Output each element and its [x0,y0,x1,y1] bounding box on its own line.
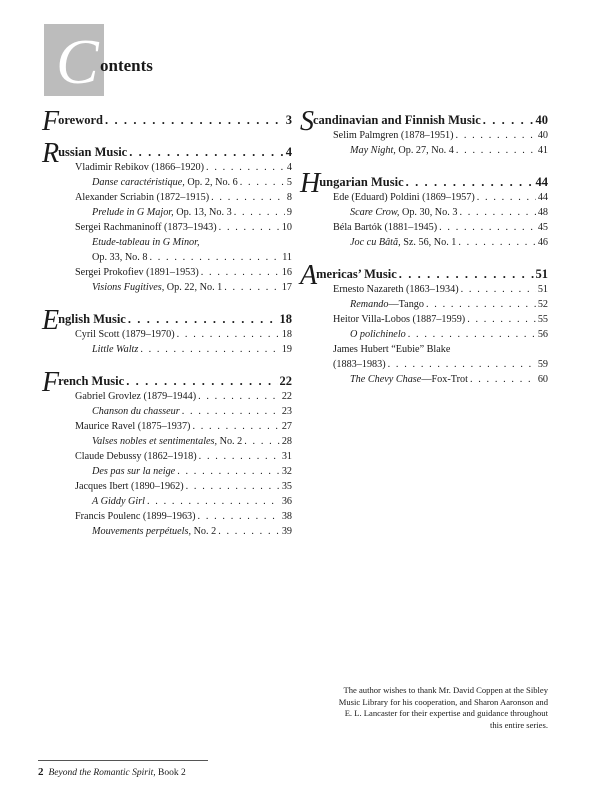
leader-dots [177,464,280,479]
composer-entry [48,509,292,524]
entry-page: 17 [281,282,292,293]
composer-entry [48,265,292,280]
piece-entry [306,297,548,312]
entry-label: Jacques Ibert (1890–1962) [75,481,184,492]
footer-page-number: 2 [38,766,44,778]
footer-book-suffix: , Book 2 [153,768,186,778]
composer-entry [48,449,292,464]
entry-label: Alexander Scriabin (1872–1915) [75,192,210,203]
leader-dots [177,327,280,342]
piece-title: Remando [350,299,389,310]
leader-dots [186,479,280,494]
leader-dots [206,160,285,175]
piece-detail: Sz. 56, No. 1 [400,237,457,248]
section-title: nglish Music [58,312,126,326]
title-initial-box [44,24,104,96]
entry-label: Ernesto Nazareth (1863–1934) [333,284,459,295]
leader-dots [477,190,536,205]
entry-page: 5 [286,177,292,188]
leader-dots [388,357,536,372]
leader-dots [459,205,535,220]
title-initial: C [56,26,99,97]
leader-dots [234,205,285,220]
entry-page: 8 [286,192,292,203]
composer-entry [306,128,548,143]
entry-label: Vladimir Rebikov (1866–1920) [75,162,205,173]
section-initial: A [300,260,318,291]
composer-entry [306,312,548,327]
leader-dots [426,297,536,312]
acknowledgment: The author wishes to thank Mr. David Coppen at the Sibley Music Library for his cooperation, and Sharon Aaronson and E. L. Lancaster for their expertise and guidance throughout this entire series. [338,685,548,730]
piece-entry [306,235,548,250]
leader-dots [211,190,285,205]
entry-page: 32 [281,466,292,477]
section-initial: F [42,367,60,398]
leader-dots [147,494,280,509]
leader-dots [461,282,536,297]
piece-title: Etude-tableau in G Minor, [92,237,200,248]
leader-dots [456,128,536,143]
footer-rule [38,760,208,761]
leader-dots [201,265,280,280]
section-initial: F [42,106,60,137]
entry-label: Gabriel Grovlez (1879–1944) [75,391,197,402]
toc-right-column [300,106,548,397]
piece-entry [48,524,292,539]
piece-detail: Op. 22, No. 1 [164,282,223,293]
leader-dots [126,374,277,389]
leader-dots [149,250,280,265]
entry-label [350,297,424,312]
piece-entry [48,235,292,250]
entry-label: (1883–1983) [333,359,386,370]
entry-page: 46 [537,237,548,248]
leader-dots [240,175,285,190]
entry-page: 27 [281,421,292,432]
leader-dots [406,175,534,190]
entry-page: 60 [537,374,548,385]
leader-dots [470,372,536,387]
entry-page: 38 [281,511,292,522]
composer-entry [306,220,548,235]
leader-dots [182,404,280,419]
entry-page: 56 [537,329,548,340]
section-title: ungarian Music [319,175,404,189]
entry-page: 40 [537,130,548,141]
entry-page: 45 [537,222,548,233]
piece-entry [48,494,292,509]
piece-title: Scare Crow, [350,207,400,218]
section-title: candinavian and Finnish Music [313,113,481,127]
section-page: 51 [535,267,548,281]
piece-detail: Op. 30, No. 3 [399,207,458,218]
leader-dots [219,220,280,235]
entry-label: Claude Debussy (1862–1918) [75,451,197,462]
leader-dots [439,220,536,235]
section-page: 40 [535,113,548,127]
entry-label: Maurice Ravel (1875–1937) [75,421,191,432]
toc-section [42,138,292,295]
entry-page: 59 [537,359,548,370]
entry-label: Sergei Prokofiev (1891–1953) [75,267,199,278]
piece-entry [48,205,292,220]
piece-title: Little Waltz [92,344,139,355]
leader-dots [456,143,536,158]
piece-entry [48,404,292,419]
entry-label [92,434,242,449]
composer-entry [306,282,548,297]
piece-detail: No. 2 [191,526,217,537]
entry-page: 36 [281,496,292,507]
entry-page: 22 [281,391,292,402]
piece-detail: Op. 27, No. 4 [395,145,454,156]
piece-entry [48,342,292,357]
leader-dots [198,389,280,404]
entry-label: Béla Bartók (1881–1945) [333,222,438,233]
entry-label [92,404,180,419]
leader-dots [408,327,536,342]
piece-entry [48,280,292,295]
entry-label [350,205,457,220]
piece-title: Valses nobles et sentimentales, [92,436,218,447]
leader-dots [467,312,536,327]
section-title: ussian Music [58,145,128,159]
composer-entry [48,479,292,494]
piece-entry [306,372,548,387]
leader-dots [244,434,280,449]
entry-page: 31 [281,451,292,462]
piece-title: Prelude in G Major, [92,207,174,218]
piece-title: Chanson du chasseur [92,406,180,417]
composer-entry [48,190,292,205]
leader-dots [129,145,284,160]
entry-label [350,372,468,387]
leader-dots [483,113,534,128]
section-page: 44 [535,175,548,189]
entry-page: 52 [537,299,548,310]
composer-entry [306,357,548,372]
entry-page: 10 [281,222,292,233]
composer-entry [306,342,548,357]
entry-page: 18 [281,329,292,340]
composer-entry [48,160,292,175]
piece-title: A Giddy Girl [92,496,146,507]
section-initial: R [42,138,60,169]
section-title: oreword [58,113,104,127]
entry-label [92,494,145,509]
section-title: mericas’ Music [316,267,397,281]
leader-dots [140,342,279,357]
entry-page: 23 [281,406,292,417]
piece-detail: —Fox-Trot [421,374,468,385]
entry-page: 11 [282,252,292,263]
composer-entry [48,327,292,342]
leader-dots [458,235,535,250]
toc-left-column [42,106,292,549]
entry-label [350,143,454,158]
toc-section [42,367,292,539]
leader-dots [218,524,280,539]
entry-label [350,235,456,250]
footer-book-title: Beyond the Romantic Spirit [48,768,154,778]
piece-detail: No. 2 [217,436,243,447]
piece-entry [48,464,292,479]
section-initial: S [300,106,314,137]
entry-page: 19 [281,344,292,355]
piece-title: May Night, [350,145,396,156]
entry-label: Selim Palmgren (1878–1951) [333,130,454,141]
leader-dots [105,113,284,128]
composer-entry [48,389,292,404]
toc-section [42,305,292,357]
composer-entry [306,190,548,205]
piece-detail: —Tango [388,299,424,310]
piece-title: Mouvements perpétuels, [92,526,192,537]
piece-entry [306,327,548,342]
composer-entry [48,419,292,434]
piece-entry [306,143,548,158]
entry-page: 44 [537,192,548,203]
toc-section [300,106,548,158]
entry-label: Cyril Scott (1879–1970) [75,329,175,340]
section-page: 4 [285,145,292,159]
entry-page: 55 [537,314,548,325]
entry-label: Heitor Villa-Lobos (1887–1959) [333,314,466,325]
entry-page: 51 [537,284,548,295]
section-page: 3 [285,113,292,127]
toc-section [42,106,292,137]
piece-title: The Chevy Chase [350,374,422,385]
piece-title: O polichinelo [350,329,406,340]
entry-page: 4 [286,162,292,173]
piece-title: Danse caractéristique, [92,177,185,188]
section-initial: H [300,168,321,199]
section-heading [42,106,292,137]
leader-dots [399,267,534,282]
entry-page: 16 [281,267,292,278]
entry-page: 9 [286,207,292,218]
section-page: 18 [279,312,292,326]
piece-entry [48,175,292,190]
entry-page: 48 [537,207,548,218]
section-initial: E [42,305,60,336]
section-page: 22 [279,374,292,388]
toc-section [300,260,548,387]
leader-dots [192,419,279,434]
entry-page: 41 [537,145,548,156]
section-title: rench Music [58,374,125,388]
footer [38,766,186,778]
entry-page: 28 [281,436,292,447]
piece-title: Des pas sur la neige [92,466,176,477]
entry-label [92,205,232,220]
entry-label [92,524,216,539]
entry-label [92,342,138,357]
composer-entry [48,220,292,235]
entry-label [92,235,200,250]
toc-section [300,168,548,250]
entry-label: Sergei Rachmaninoff (1873–1943) [75,222,217,233]
entry-label: Francis Poulenc (1899–1963) [75,511,196,522]
leader-dots [199,449,280,464]
piece-entry [48,434,292,449]
entry-label: Op. 33, No. 8 [92,252,148,263]
page-title: ontents [100,56,153,75]
entry-label: Ede (Eduard) Poldini (1869–1957) [333,192,475,203]
leader-dots [224,280,280,295]
piece-title: Joc cu Bâtă, [350,237,401,248]
piece-detail: Op. 13, No. 3 [173,207,232,218]
entry-page: 35 [281,481,292,492]
entry-label [92,175,238,190]
entry-label: James Hubert “Eubie” Blake [333,344,451,355]
piece-entry [306,205,548,220]
entry-label [92,280,222,295]
piece-title: Visions Fugitives, [92,282,165,293]
piece-entry [48,250,292,265]
leader-dots [128,312,278,327]
leader-dots [198,509,280,524]
entry-label [92,464,175,479]
entry-label [350,327,406,342]
piece-detail: Op. 2, No. 6 [184,177,238,188]
entry-page: 39 [281,526,292,537]
